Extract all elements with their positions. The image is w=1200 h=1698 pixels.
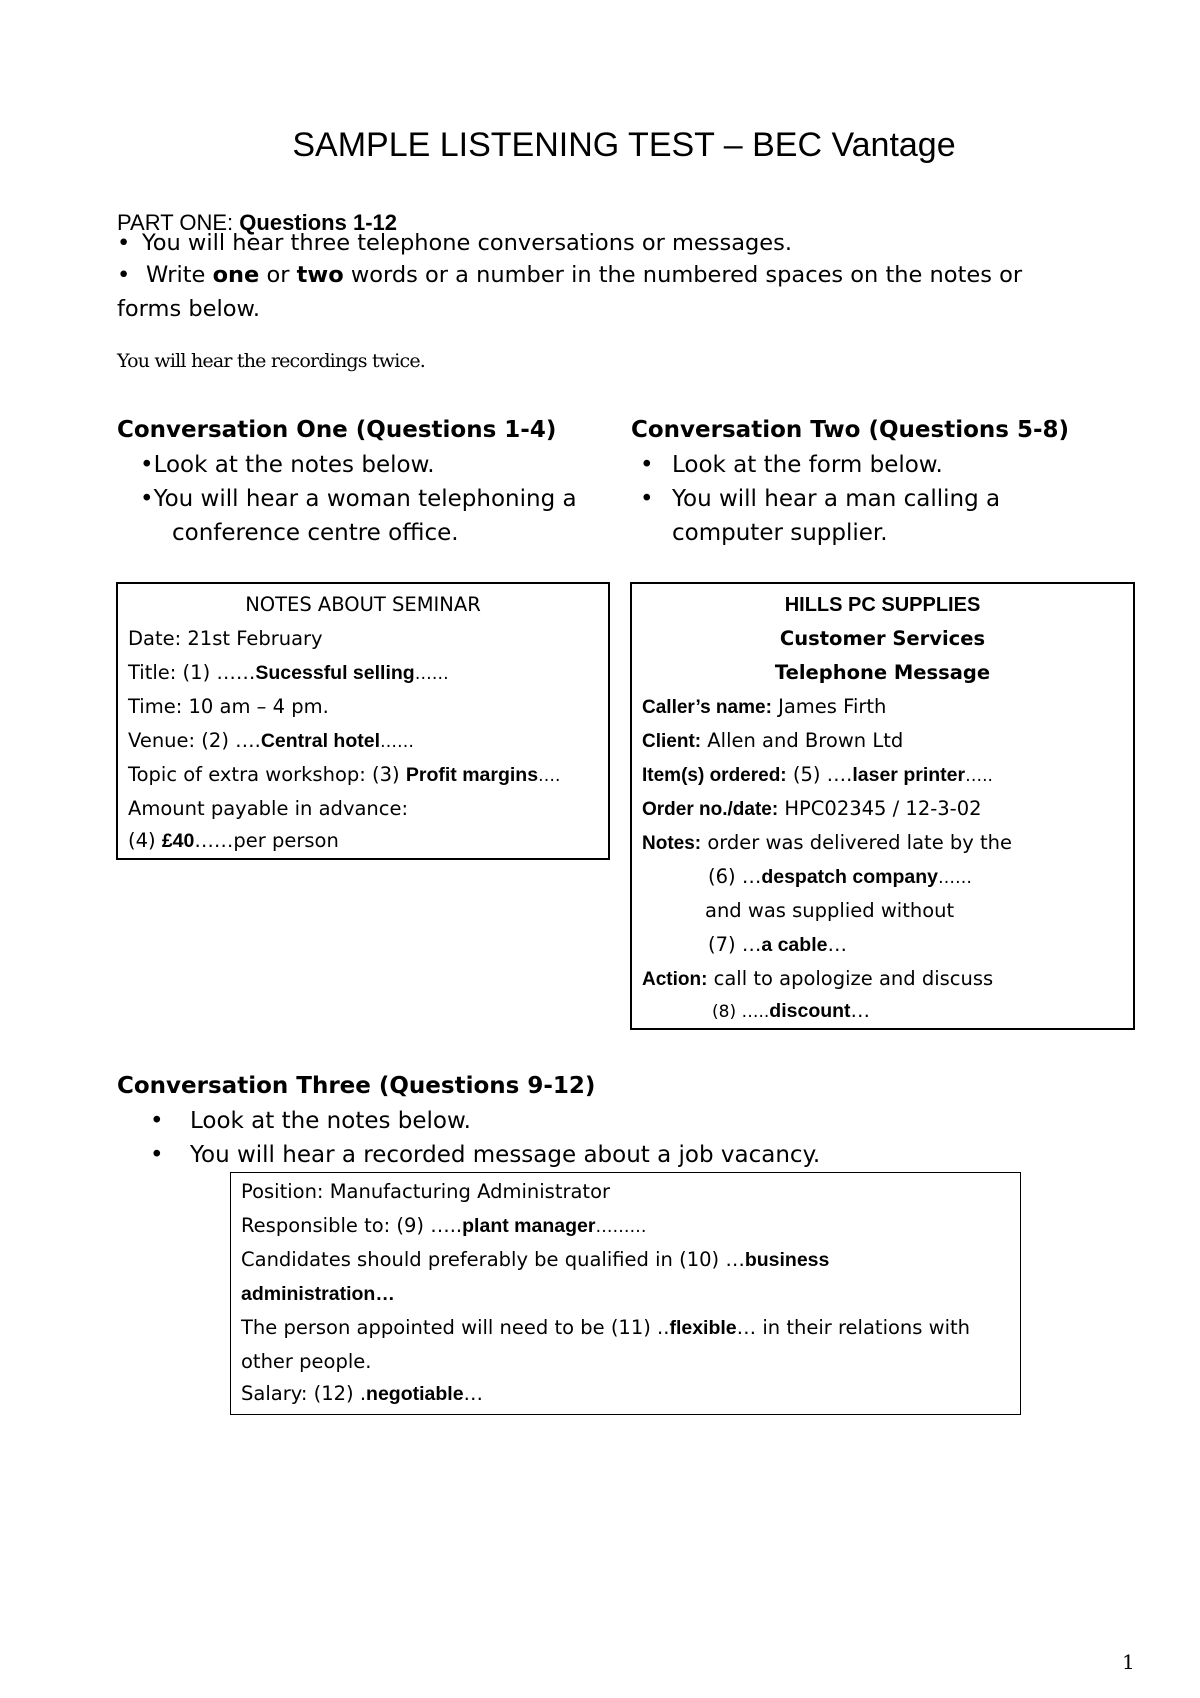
conv1-heading: Conversation One (Questions 1-4) bbox=[117, 417, 557, 443]
seminar-venue-line: Venue: (2) ….Central hotel…… bbox=[128, 729, 415, 752]
note-7-line: (7) …a cable… bbox=[708, 933, 847, 956]
seminar-time: Time: 10 am – 4 pm. bbox=[128, 695, 329, 718]
candidates-line: Candidates should preferably be qualified in (10) …business bbox=[241, 1248, 830, 1271]
bullet-icon: • bbox=[150, 1108, 164, 1134]
page-number: 1 bbox=[1122, 1650, 1135, 1674]
part-label: PART ONE: bbox=[117, 210, 234, 235]
conv3-bullet-1: • Look at the notes below. bbox=[150, 1104, 471, 1138]
bullet-icon: • bbox=[117, 262, 131, 288]
seminar-date: Date: 21st February bbox=[128, 627, 323, 650]
conv2-bullet-1: • Look at the form below. bbox=[640, 448, 943, 482]
position-line: Position: Manufacturing Administrator bbox=[241, 1180, 611, 1203]
bullet-icon: • bbox=[140, 486, 154, 512]
instruction-2-cont: forms below. bbox=[117, 296, 260, 322]
caller-name-line: Caller’s name: James Firth bbox=[642, 695, 887, 718]
person-appointed-cont: other people. bbox=[241, 1350, 372, 1373]
answer-12: negotiable bbox=[366, 1383, 464, 1405]
bullet-icon: • bbox=[150, 1142, 164, 1168]
seminar-amount-label: Amount payable in advance: bbox=[128, 797, 409, 820]
instruction-2: • Write one or two words or a number in the numbered spaces on the notes or bbox=[117, 258, 1022, 292]
conv2-bullet-2-cont: computer supplier. bbox=[672, 520, 888, 546]
items-ordered-line: Item(s) ordered: (5) ….laser printer….. bbox=[642, 763, 993, 786]
answer-6: despatch company bbox=[761, 866, 938, 888]
customer-services-heading: Customer Services bbox=[779, 627, 986, 650]
seminar-amount-line: (4) £40……per person bbox=[128, 829, 339, 852]
note-8-line: (8) …..discount… bbox=[712, 999, 871, 1022]
conv1-bullet-2: •You will hear a woman telephoning a bbox=[140, 486, 577, 512]
answer-8: discount bbox=[769, 1000, 851, 1022]
answer-10: business bbox=[744, 1249, 830, 1271]
responsible-line: Responsible to: (9) …..plant manager……… bbox=[241, 1214, 647, 1237]
person-appointed-line: The person appointed will need to be (11) ..flexible… in their relations with bbox=[241, 1316, 970, 1339]
seminar-notes-box bbox=[116, 582, 610, 860]
order-number-line: Order no./date: HPC02345 / 12-3-02 bbox=[642, 797, 982, 820]
seminar-title-line: Title: (1) ……Sucessful selling…… bbox=[128, 661, 449, 684]
answer-9: plant manager bbox=[462, 1215, 596, 1237]
conv1-bullet-1: •Look at the notes below. bbox=[140, 452, 435, 478]
part-questions: Questions 1-12 bbox=[239, 210, 397, 235]
answer-4: £40 bbox=[161, 830, 195, 852]
answer-1: Sucessful selling bbox=[255, 662, 415, 684]
note-6-line: (6) …despatch company…… bbox=[708, 865, 972, 888]
conv2-heading: Conversation Two (Questions 5-8) bbox=[631, 417, 1070, 443]
recordings-twice-note: You will hear the recordings twice. bbox=[117, 350, 426, 372]
conv1-bullet-2-cont: conference centre office. bbox=[172, 520, 459, 546]
client-line: Client: Allen and Brown Ltd bbox=[642, 729, 904, 752]
conv3-bullet-2: • You will hear a recorded message about a job vacancy. bbox=[150, 1138, 820, 1172]
answer-3: Profit margins bbox=[405, 764, 539, 786]
company-name: HILLS PC SUPPLIES bbox=[784, 594, 981, 616]
bullet-icon: • bbox=[140, 452, 154, 478]
answer-11: flexible bbox=[669, 1317, 737, 1339]
instruction-1: • You will hear three telephone conversations or messages. bbox=[117, 226, 792, 260]
bullet-icon: • bbox=[640, 452, 654, 478]
answer-5: laser printer bbox=[852, 764, 966, 786]
action-line: Action: call to apologize and discuss bbox=[642, 967, 994, 990]
salary-line: Salary: (12) .negotiable… bbox=[241, 1382, 484, 1405]
supplied-without-line: and was supplied without bbox=[705, 899, 955, 922]
conv2-bullet-2: • You will hear a man calling a bbox=[640, 482, 1000, 516]
conv3-heading: Conversation Three (Questions 9-12) bbox=[117, 1073, 596, 1099]
seminar-notes-title: NOTES ABOUT SEMINAR bbox=[245, 593, 481, 616]
bullet-icon: • bbox=[117, 230, 131, 256]
answer-2: Central hotel bbox=[260, 730, 381, 752]
telephone-message-heading: Telephone Message bbox=[774, 661, 991, 684]
job-vacancy-box bbox=[230, 1172, 1021, 1415]
bullet-icon: • bbox=[640, 486, 654, 512]
answer-7: a cable bbox=[761, 934, 828, 956]
telephone-message-box bbox=[630, 582, 1135, 1030]
candidates-line-cont bbox=[241, 1279, 395, 1309]
seminar-topic-line: Topic of extra workshop: (3) Profit margins…. bbox=[128, 763, 561, 786]
answer-10-cont: administration… bbox=[241, 1283, 395, 1305]
notes-line: Notes: order was delivered late by the bbox=[642, 831, 1013, 854]
page-title: SAMPLE LISTENING TEST – BEC Vantage bbox=[292, 126, 956, 164]
